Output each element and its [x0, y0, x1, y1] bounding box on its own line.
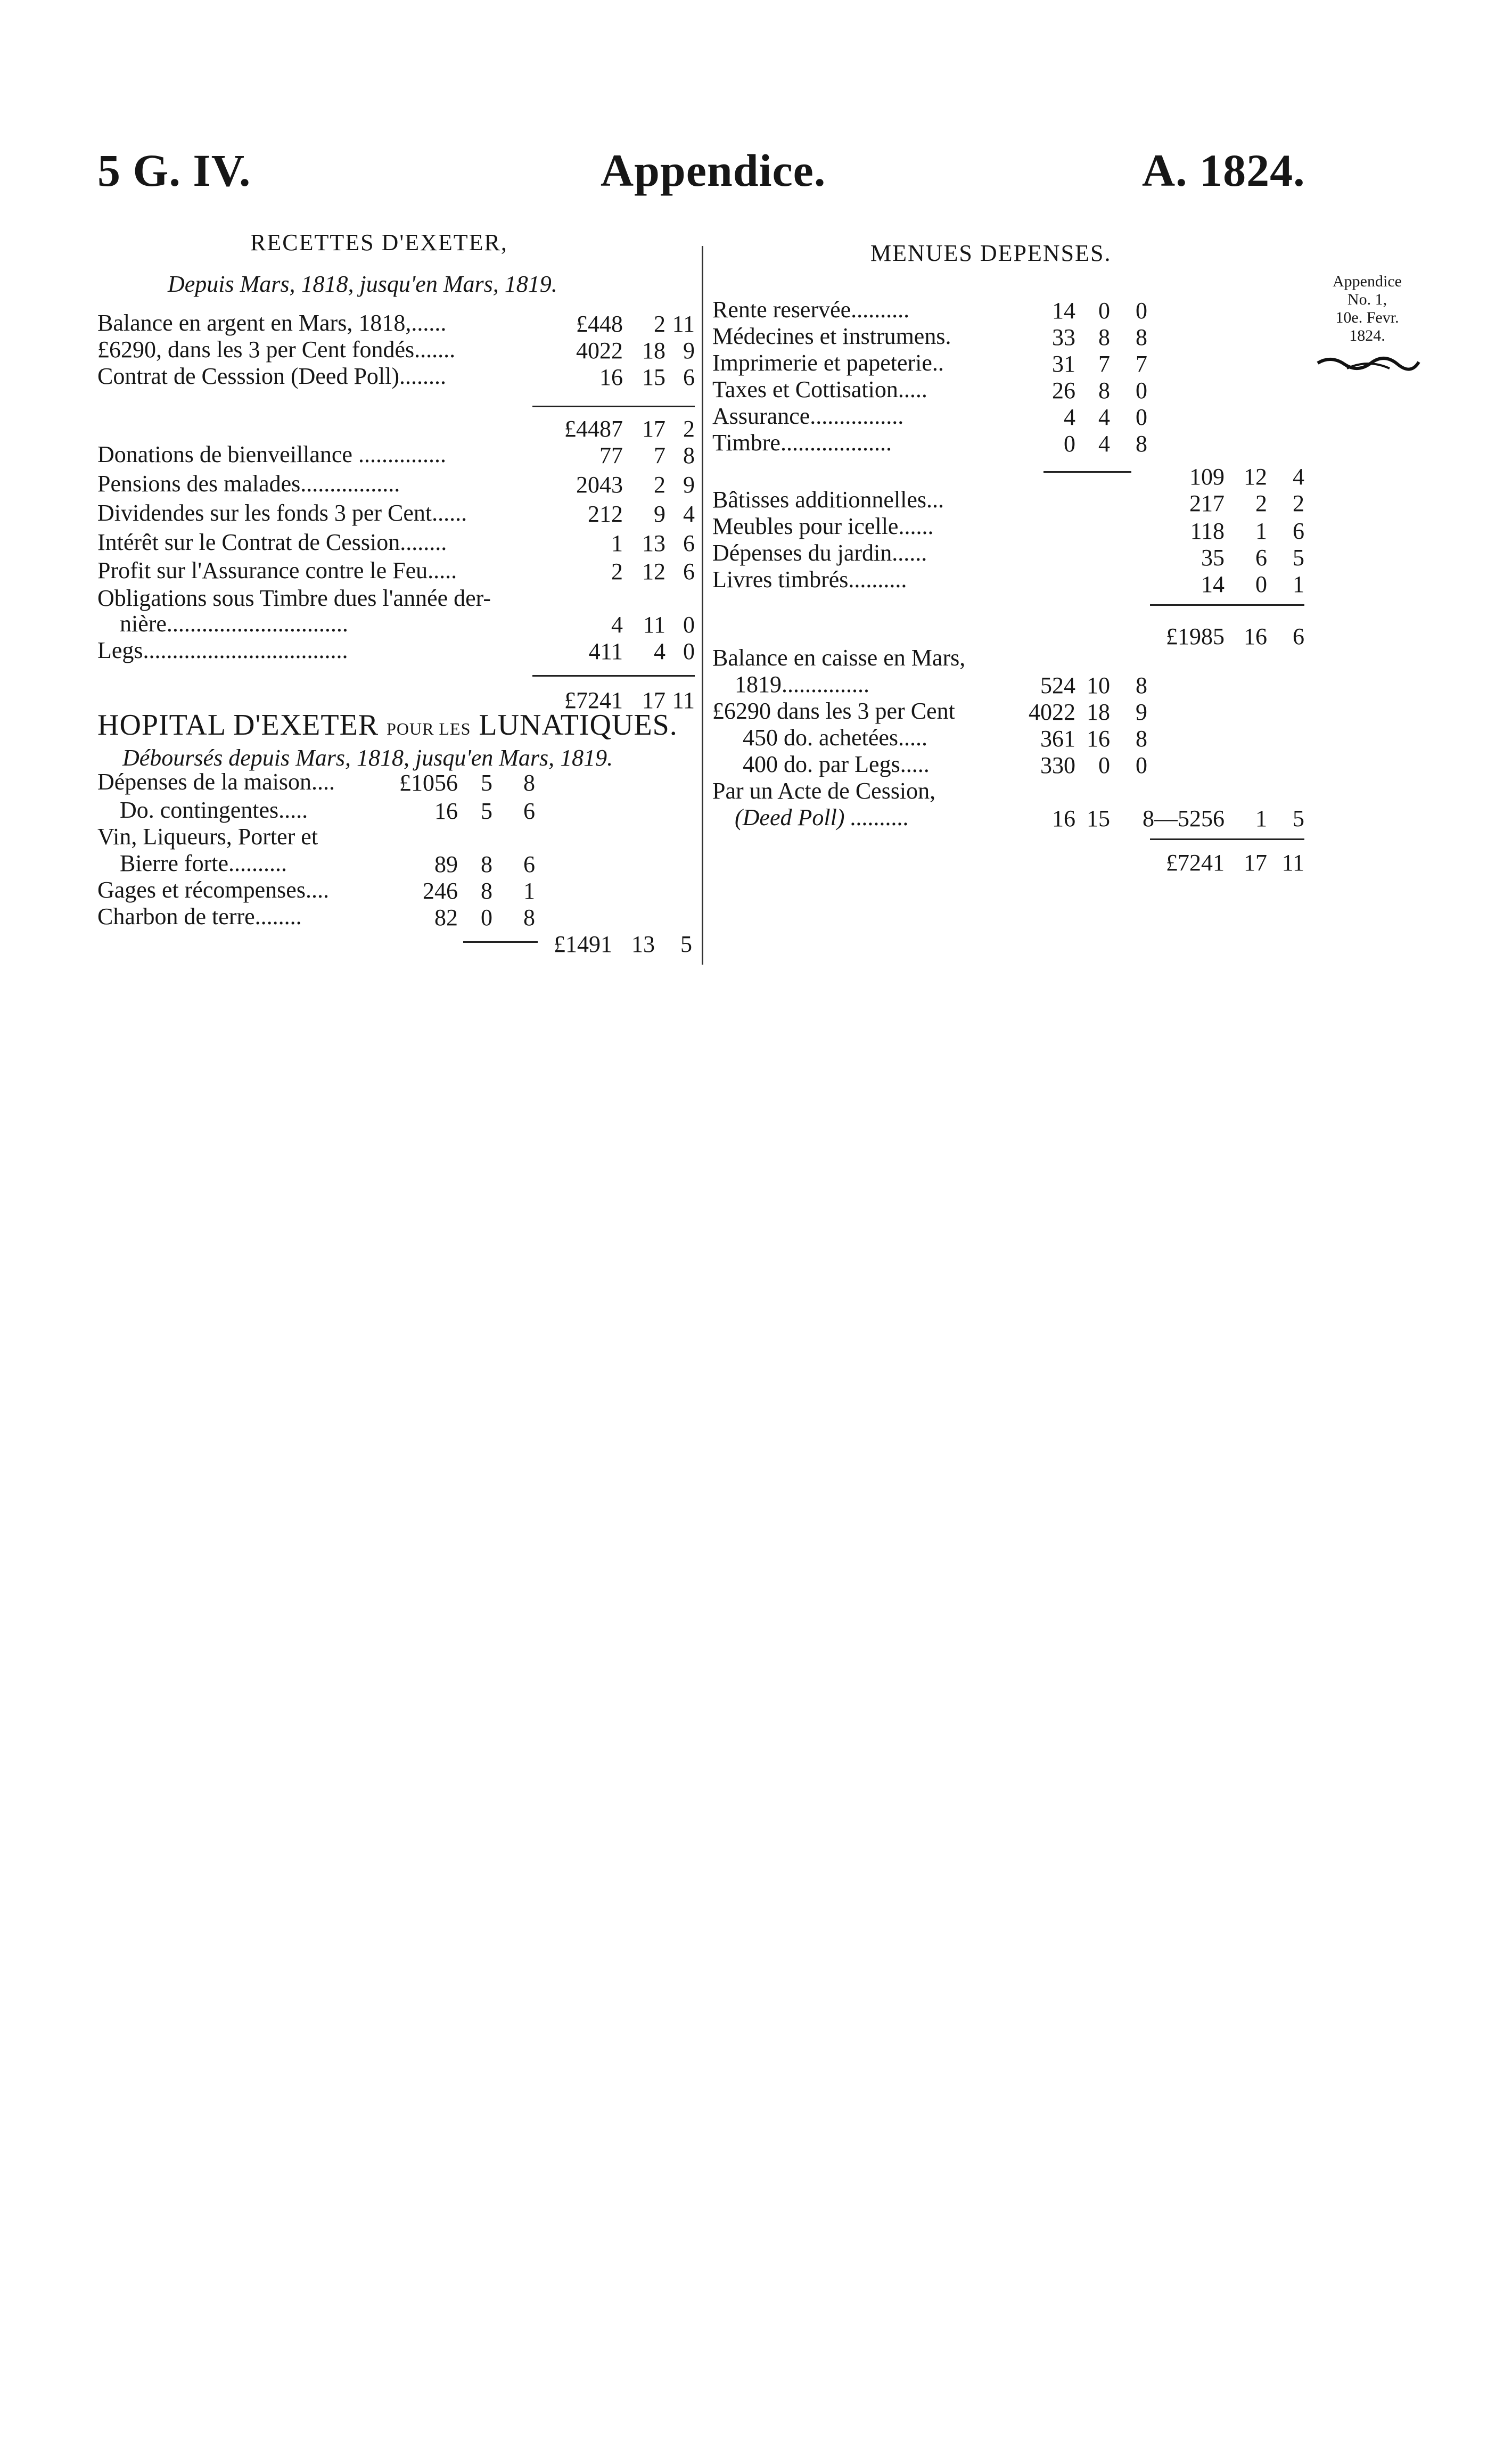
expense-pounds: 217 — [1189, 490, 1225, 516]
expense-shillings: 18 — [1087, 699, 1110, 725]
expense-label: Balance en caisse en Mars, — [712, 645, 966, 671]
expense-shillings: 1 — [1255, 805, 1267, 832]
expense-shillings: 0 — [1255, 571, 1267, 597]
margin-note-line: 10e. Fevr. — [1335, 309, 1399, 326]
hospital-pounds: 89 — [434, 851, 458, 877]
receipt-pence: 0 — [683, 612, 695, 638]
expense-shillings: 7 — [1098, 351, 1110, 377]
receipt-shillings: 11 — [643, 612, 665, 638]
hospital-title-main: HOPITAL D'EXETER — [97, 709, 379, 742]
receipt-pounds: 411 — [588, 638, 623, 664]
receipt-shillings: 15 — [642, 364, 665, 390]
receipts-subtitle: Depuis Mars, 1818, jusqu'en Mars, 1819. — [168, 271, 557, 297]
expense-sum-pence: 4 — [1293, 464, 1304, 490]
margin-note-line: No. 1, — [1347, 291, 1387, 308]
receipt-shillings: 13 — [642, 530, 665, 556]
expense-pounds: 524 — [1040, 672, 1075, 698]
expense-pence: 0 — [1136, 752, 1147, 778]
receipt-label: Intérêt sur le Contrat de Cession........ — [97, 529, 447, 555]
hospital-shillings: 8 — [481, 878, 492, 904]
receipt-shillings: 2 — [654, 472, 665, 498]
expense-pounds: 4022 — [1029, 699, 1075, 725]
receipt-label: Legs................................... — [97, 637, 348, 663]
expense-pence: 9 — [1136, 699, 1147, 725]
sum-rule — [532, 675, 695, 677]
expense-pence: 8 — [1136, 324, 1147, 350]
header-left: 5 G. IV. — [97, 145, 251, 196]
expense-label: Bâtisses additionnelles... — [712, 487, 944, 513]
expenses-title: MENUES DEPENSES. — [870, 240, 1112, 266]
expense-label: Assurance................ — [712, 403, 904, 429]
expense-shillings: 4 — [1098, 404, 1110, 430]
receipt-label: Balance en argent en Mars, 1818,...... — [97, 310, 447, 336]
expense-label: Rente reservée.......... — [712, 297, 910, 323]
expense-label: Livres timbrés.......... — [712, 566, 907, 593]
margin-note-line: Appendice — [1333, 273, 1402, 290]
expense-pounds: 361 — [1040, 726, 1075, 752]
receipt-pounds: 1 — [611, 530, 623, 556]
receipt-shillings: 7 — [654, 442, 665, 468]
receipt-pence: 8 — [683, 442, 695, 468]
expense-pence: 5 — [1293, 805, 1304, 832]
expense-shillings: 8 — [1098, 324, 1110, 350]
hospital-shillings: 0 — [481, 904, 492, 931]
expense-pounds: 26 — [1052, 377, 1075, 404]
receipt-shillings: 18 — [642, 338, 665, 364]
expense-pounds: 33 — [1052, 324, 1075, 350]
hospital-total-shillings: 13 — [631, 931, 655, 957]
receipt-label: Obligations sous Timbre dues l'année der- — [97, 585, 491, 611]
receipt-pence: 6 — [683, 558, 695, 585]
expense-shillings: 16 — [1087, 726, 1110, 752]
receipt-label: Dividendes sur les fonds 3 per Cent...... — [97, 500, 467, 526]
receipt-pounds: 16 — [599, 364, 623, 390]
hospital-pence: 8 — [523, 904, 535, 931]
hospital-title-small: POUR LES — [387, 719, 471, 738]
expense-label: Meubles pour icelle...... — [712, 513, 934, 539]
expense-pounds: 14 — [1052, 298, 1075, 324]
receipt-pence: 9 — [683, 472, 695, 498]
receipt-total-shillings: 17 — [642, 687, 665, 713]
expense-label: 400 do. par Legs..... — [743, 751, 930, 777]
receipt-pounds: 4022 — [576, 338, 623, 364]
expense-shillings: 0 — [1098, 298, 1110, 324]
expense-subtotal-pence: 6 — [1293, 623, 1304, 649]
hospital-total-pence: 5 — [680, 931, 692, 957]
receipt-pence: 0 — [683, 638, 695, 664]
expense-label: Dépenses du jardin...... — [712, 540, 927, 566]
hospital-pounds: £1056 — [399, 770, 458, 796]
expense-total-pounds: £7241 — [1166, 850, 1225, 876]
hospital-pence: 6 — [523, 798, 535, 824]
receipt-shillings: 2 — [654, 311, 665, 337]
hospital-total-pounds: £1491 — [554, 931, 612, 957]
header-center: Appendice. — [601, 145, 826, 196]
hospital-label: Gages et récompenses.... — [97, 877, 329, 903]
expense-pence: 1 — [1293, 571, 1304, 597]
receipt-pounds: £448 — [576, 311, 623, 337]
expense-pounds: 16 — [1052, 805, 1075, 832]
receipt-pence: 6 — [683, 364, 695, 390]
hospital-title — [97, 708, 678, 742]
expense-pounds: 0 — [1064, 431, 1075, 457]
hospital-shillings: 5 — [481, 770, 492, 796]
margin-note — [1314, 273, 1420, 345]
expense-shillings: 10 — [1087, 672, 1110, 698]
receipt-pence: 6 — [683, 530, 695, 556]
expense-pence: 8 — [1136, 726, 1147, 752]
expense-pence: 2 — [1293, 490, 1304, 516]
sum-rule — [532, 406, 695, 407]
receipt-label: Profit sur l'Assurance contre le Feu..... — [97, 557, 457, 583]
receipt-label: £6290, dans les 3 per Cent fondés....... — [97, 336, 456, 363]
expense-total-shillings: 17 — [1244, 850, 1267, 876]
expense-total-pence: 11 — [1281, 850, 1304, 876]
expense-shillings: 8 — [1098, 377, 1110, 404]
expense-pence: 7 — [1136, 351, 1147, 377]
hospital-pence: 6 — [523, 851, 535, 877]
expense-pounds: 330 — [1040, 752, 1075, 778]
receipt-pounds: 212 — [588, 501, 623, 527]
expense-pence: 5 — [1293, 545, 1304, 571]
hospital-label: Charbon de terre........ — [97, 903, 302, 930]
expense-pounds: 118 — [1190, 518, 1225, 544]
receipt-shillings: 9 — [654, 501, 665, 527]
receipt-pounds: 2043 — [576, 472, 623, 498]
receipt-subtotal-pence: 2 — [683, 416, 695, 442]
expense-shillings: 0 — [1098, 752, 1110, 778]
expense-label: (Deed Poll) .......... — [735, 804, 909, 830]
expense-label: 1819............... — [735, 671, 869, 697]
ornament-icon — [1315, 352, 1421, 374]
receipt-pounds: 2 — [611, 558, 623, 585]
expense-sum-shillings: 12 — [1244, 464, 1267, 490]
expense-pounds: 31 — [1052, 351, 1075, 377]
receipt-label: Pensions des malades................. — [97, 471, 400, 497]
expense-label: Imprimerie et papeterie.. — [712, 350, 944, 376]
header-right: A. 1824. — [1142, 145, 1305, 196]
expense-label: Par un Acte de Cession, — [712, 778, 936, 804]
receipt-total-pence: 11 — [672, 687, 695, 713]
hospital-subtitle: Déboursés depuis Mars, 1818, jusqu'en Mars, 1819. — [122, 745, 613, 771]
sum-rule — [1150, 604, 1304, 606]
expense-pounds: 14 — [1201, 571, 1225, 597]
sum-rule — [1043, 471, 1131, 473]
expense-subtotal-shillings: 16 — [1244, 623, 1267, 649]
receipts-title: RECETTES D'EXETER, — [250, 229, 508, 256]
hospital-pence: 8 — [523, 770, 535, 796]
column-divider — [702, 246, 703, 965]
receipt-pence: 9 — [683, 338, 695, 364]
expense-label: Médecines et instrumens. — [712, 323, 951, 349]
receipt-subtotal-pounds: £4487 — [564, 416, 623, 442]
hospital-shillings: 5 — [481, 798, 492, 824]
expense-pence: 0 — [1136, 298, 1147, 324]
hospital-label: Bierre forte.......... — [120, 850, 287, 876]
hospital-pence: 1 — [523, 878, 535, 904]
expense-label: Taxes et Cottisation..... — [712, 376, 927, 402]
expense-pence: 8 — [1136, 672, 1147, 698]
hospital-pounds: 246 — [423, 878, 458, 904]
receipt-pounds: 4 — [611, 612, 623, 638]
expense-pence: 8—5256 — [1143, 805, 1225, 832]
expense-shillings: 6 — [1255, 545, 1267, 571]
receipt-label: nière............................... — [120, 611, 348, 637]
expense-pounds: 4 — [1064, 404, 1075, 430]
expense-pence: 6 — [1293, 518, 1304, 544]
hospital-pounds: 16 — [434, 798, 458, 824]
expense-pounds: 35 — [1201, 545, 1225, 571]
hospital-label: Dépenses de la maison.... — [97, 769, 335, 795]
expense-sum-pounds: 109 — [1189, 464, 1225, 490]
expense-shillings: 2 — [1255, 490, 1267, 516]
expense-label: £6290 dans les 3 per Cent — [712, 698, 955, 724]
expense-subtotal-pounds: £1985 — [1166, 623, 1225, 649]
hospital-label: Vin, Liqueurs, Porter et — [97, 824, 318, 850]
hospital-label: Do. contingentes..... — [120, 797, 308, 823]
receipt-shillings: 12 — [642, 558, 665, 585]
expense-pence: 0 — [1136, 404, 1147, 430]
expense-pence: 0 — [1136, 377, 1147, 404]
receipt-pence: 4 — [683, 501, 695, 527]
hospital-shillings: 8 — [481, 851, 492, 877]
expense-pence: 8 — [1136, 431, 1147, 457]
total-rule — [1150, 838, 1304, 840]
receipt-subtotal-shillings: 17 — [642, 416, 665, 442]
margin-note-line: 1824. — [1349, 327, 1385, 344]
total-rule — [463, 941, 538, 943]
receipt-label: Donations de bienveillance ............... — [97, 441, 446, 467]
receipt-pence: 11 — [672, 311, 695, 337]
expense-label: Timbre................... — [712, 430, 892, 456]
receipt-total-pounds: £7241 — [564, 687, 623, 713]
hospital-title-end: LUNATIQUES. — [479, 709, 678, 742]
expense-shillings: 1 — [1255, 518, 1267, 544]
expense-shillings: 4 — [1098, 431, 1110, 457]
receipt-label: Contrat de Cesssion (Deed Poll)........ — [97, 363, 447, 389]
expense-shillings: 15 — [1087, 805, 1110, 832]
receipt-shillings: 4 — [654, 638, 665, 664]
hospital-pounds: 82 — [434, 904, 458, 931]
receipt-pounds: 77 — [599, 442, 623, 468]
expense-label: 450 do. achetées..... — [743, 725, 927, 751]
